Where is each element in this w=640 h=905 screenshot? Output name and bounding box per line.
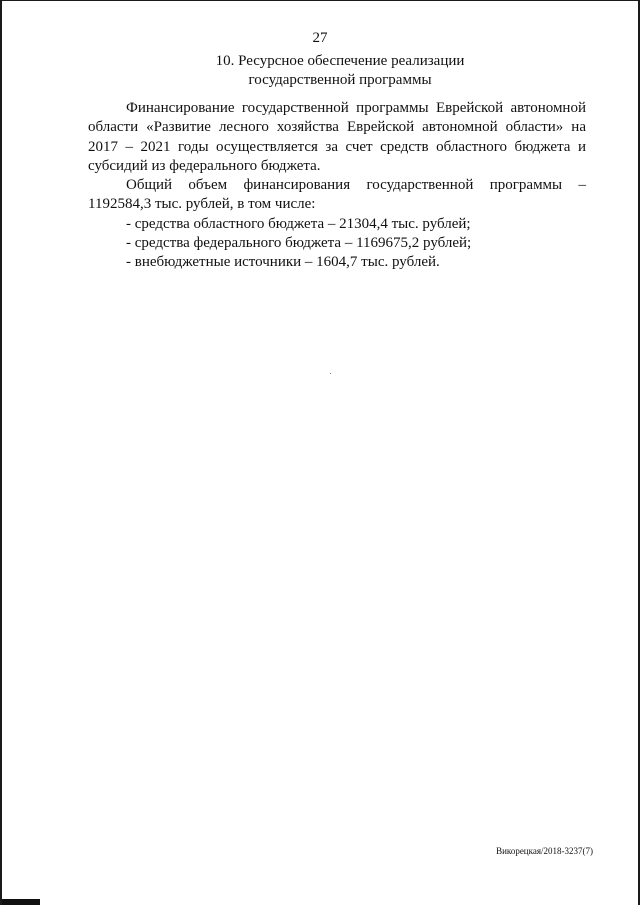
funding-list-item-offbudget: - внебюджетные источники – 1604,7 тыс. рублей. <box>126 254 440 271</box>
total-funding-line-2: 1192584,3 тыс. рублей, в том числе: <box>88 196 316 213</box>
funding-list-item-federal: - средства федерального бюджета – 1169675,2 рублей; <box>126 235 472 252</box>
document-footer-code: Викорецкая/2018-3237(7) <box>496 846 593 856</box>
scan-corner-mark <box>2 899 40 905</box>
scan-speck <box>330 373 331 374</box>
section-title-line-1: 10. Ресурсное обеспечение реализации <box>215 53 465 69</box>
total-funding-line-2-wrap <box>88 195 586 214</box>
section-title <box>0 52 640 90</box>
total-funding-paragraph <box>88 176 586 195</box>
section-title-line-2: государственной программы <box>248 72 432 88</box>
financing-paragraph: Финансирование государственной программы Еврейской автономной области «Развитие лесного хозяйства Еврейской автономной области» на 2017 – 2021 годы осуществляется за счет средств областного бюджета и субсидий из федерального бюджета. <box>88 100 586 174</box>
document-body <box>88 99 586 273</box>
page-number: 27 <box>312 30 328 46</box>
funding-list-item-regional: - средства областного бюджета – 21304,4 тыс. рублей; <box>126 215 471 232</box>
total-funding-line-1: Общий объем финансирования государственной программы – <box>126 177 586 194</box>
